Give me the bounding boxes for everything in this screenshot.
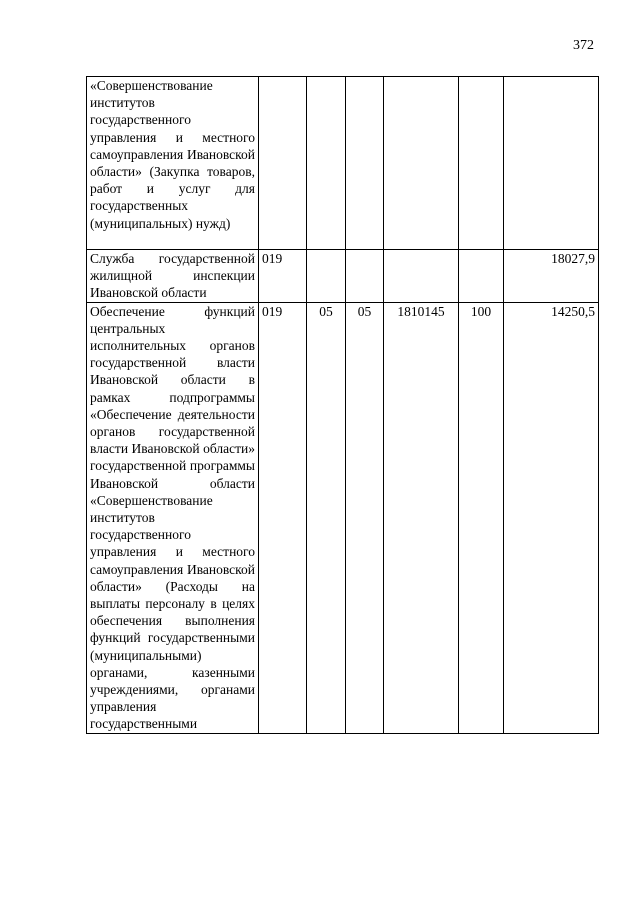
vr-cell (459, 250, 504, 303)
row-name-cell: «Совершенствование институтов государственного управления и местного самоуправления Ивановской области» (Закупка товаров, работ и услуг для государственных (муниципальных) нужд) (87, 77, 259, 250)
rz-cell (307, 77, 346, 250)
csr-cell (384, 250, 459, 303)
pr-cell: 05 (346, 302, 384, 733)
pr-cell (346, 250, 384, 303)
pr-cell (346, 77, 384, 250)
sum-cell: 18027,9 (504, 250, 599, 303)
vr-cell: 100 (459, 302, 504, 733)
row-name-cell: Служба государственной жилищной инспекции Ивановской области (87, 250, 259, 303)
csr-cell (384, 77, 459, 250)
sum-cell: 14250,5 (504, 302, 599, 733)
page-number: 372 (573, 38, 594, 53)
budget-table (86, 76, 599, 734)
sum-cell (504, 77, 599, 250)
rz-cell: 05 (307, 302, 346, 733)
table-row (87, 302, 599, 733)
rz-cell (307, 250, 346, 303)
table-row (87, 250, 599, 303)
row-name-cell: Обеспечение функций центральных исполнительных органов государственной власти Ивановской области в рамках подпрограммы «Обеспечение деятельности органов государственной власти Ивановской области» государственной программы Ивановской области «Совершенствование институтов государственного управления и местного самоуправления Ивановской области» (Расходы на выплаты персоналу в целях обеспечения выполнения функций государственными (муниципальными) органами, казенными учреждениями, органами управления государственными (87, 302, 259, 733)
csr-cell: 1810145 (384, 302, 459, 733)
table-row (87, 77, 599, 250)
vr-cell (459, 77, 504, 250)
ved-cell: 019 (259, 250, 307, 303)
ved-cell (259, 77, 307, 250)
ved-cell: 019 (259, 302, 307, 733)
